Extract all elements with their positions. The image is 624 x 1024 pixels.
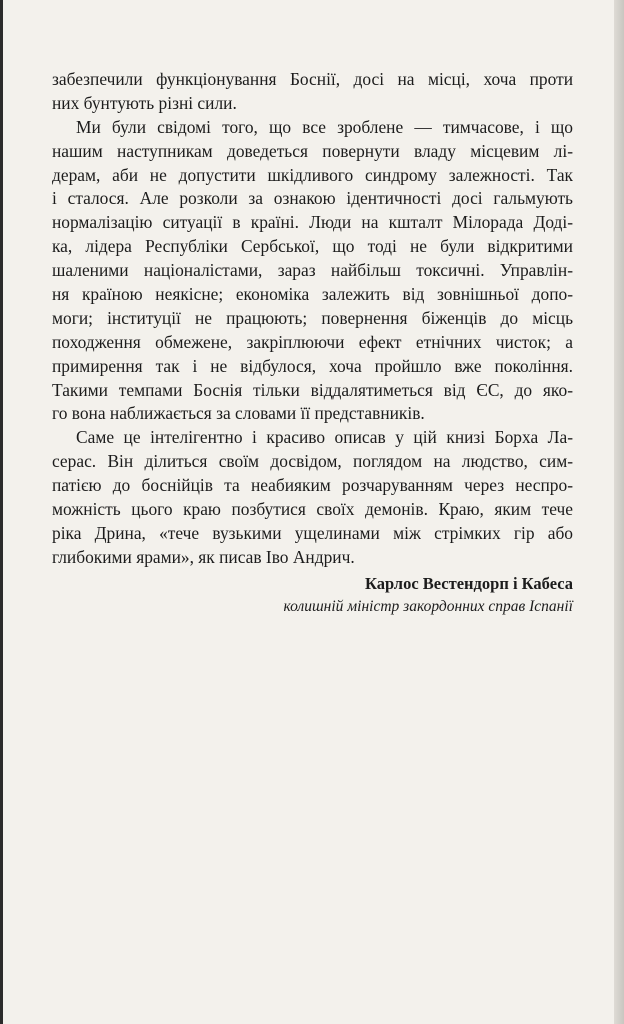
text-line: Ми були свідомі того, що все зроблене — тимчасове, і що: [76, 116, 573, 137]
text-line: дерам, аби не допустити шкідливого синдрому залежності. Так: [52, 164, 573, 185]
text-line: нормалізацію ситуації в країні. Люди на кшталт Мілорада Додi-: [52, 212, 573, 233]
page-right-edge: [614, 0, 624, 1024]
page-left-edge: [0, 0, 3, 1024]
text-line: ка, лідера Республіки Сербської, що тоді не були відкритими: [52, 236, 573, 257]
text-line: і сталося. Але розколи за ознакою ідентичності досі гальмують: [52, 188, 573, 209]
text-line: Такими темпами Боснія тільки віддалятиметься від ЄС, до яко-: [52, 379, 573, 400]
author-name: Карлос Вестендорп і Кабеса: [365, 574, 573, 593]
text-line: походження обмежене, закріплюючи ефект етнічних чисток; а: [52, 331, 573, 352]
text-line: Саме це інтелігентно і красиво описав у цій книзі Борха Ла-: [76, 427, 573, 448]
text-line: ня країною неякісне; економіка залежить від зовнішньої допо-: [52, 284, 573, 305]
signature-block: [283, 572, 573, 618]
text-line: них бунтують різні сили.: [52, 92, 237, 113]
text-line: серас. Він ділиться своїм досвідом, поглядом на людство, сим-: [52, 451, 573, 472]
author-title: колишній міністр закордонних справ Іспанії: [283, 598, 573, 615]
text-line: ріка Дрина, «тече вузькими ущелинами між стрімких гір або: [52, 522, 573, 543]
text-line: шаленими націоналістами, зараз найбільш токсичні. Управлін-: [52, 260, 573, 281]
text-line: можність цього краю позбутися своїх демонів. Краю, яким тече: [52, 499, 573, 520]
text-line: го вона наближається за словами її представників.: [52, 403, 425, 424]
text-line: примирення так і не відбулося, хоча пройшло вже покоління.: [52, 355, 573, 376]
text-line: забезпечили функціонування Боснії, досі на місці, хоча проти: [52, 69, 573, 89]
text-line: моги; інституції не працюють; повернення біженців до місць: [52, 307, 573, 328]
text-line: нашим наступникам доведеться повернути владу місцевим лі-: [52, 140, 573, 161]
text-line: патією до боснійців та неабияким розчаруванням через неспро-: [52, 475, 573, 496]
body-text: [52, 68, 573, 570]
text-line: глибокими ярами», як писав Іво Андрич.: [52, 546, 355, 567]
